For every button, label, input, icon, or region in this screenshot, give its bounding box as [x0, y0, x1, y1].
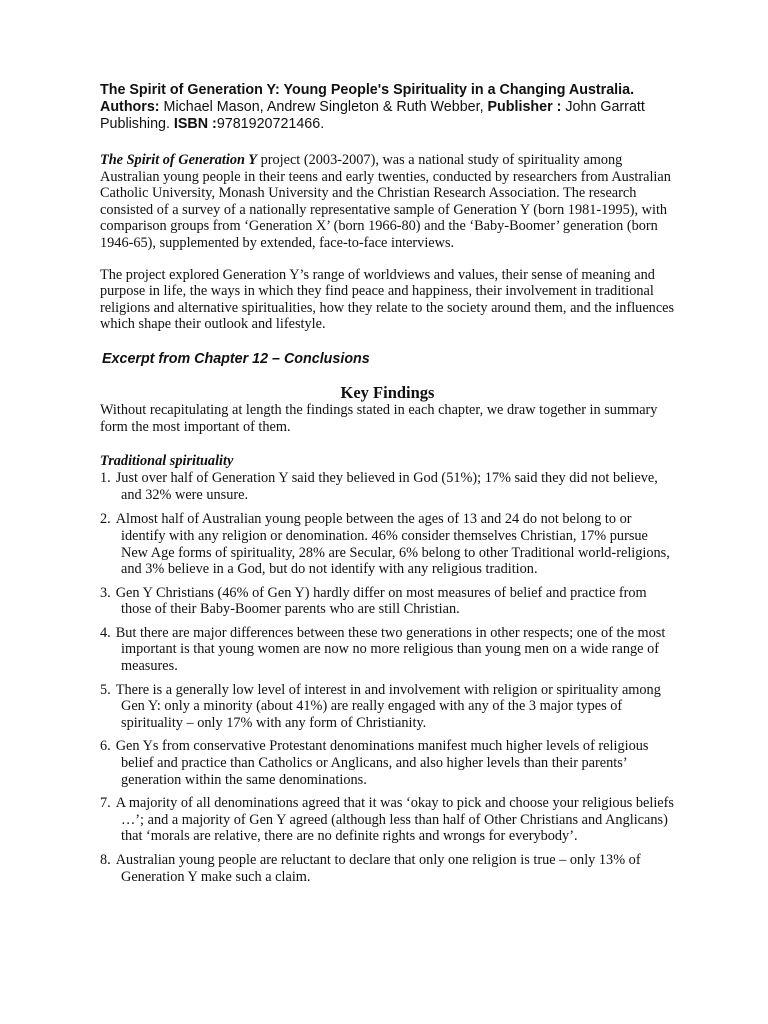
finding-text: A majority of all denominations agreed that it was ‘okay to pick and choose your religious beliefs …’; and a majority of Gen Y agreed (although less than half of Other Christians and Anglicans) that ‘morals are relative, there are no definite rights and wrongs for everybody’. [115, 795, 674, 845]
isbn-label: ISBN : [173, 116, 217, 132]
finding-item [100, 795, 675, 845]
project-title: The Spirit of Generation Y [100, 152, 258, 168]
finding-item [100, 738, 675, 788]
finding-text: Australian young people are reluctant to declare that only one religion is true – only 13% of Generation Y make such a claim. [115, 852, 641, 885]
key-findings-heading: Key Findings [340, 382, 435, 402]
book-header [100, 82, 675, 133]
finding-number: 2. [100, 511, 111, 528]
isbn: 9781920721466. [216, 116, 325, 132]
intro-paragraph-1-text: project (2003-2007), was a national study of spirituality among Australian young people in their teens and early twenties, conducted by researchers from Australian Catholic University, Monash University and the Christian Research Association. The research consisted of a survey of a nationally representative sample of Generation Y (born 1981-1995), with comparison groups from ‘Generation X’ (born 1966-80) and the ‘Baby-Boomer’ generation (born 1946-65), supplemented by extended, face-to-face interviews. [100, 152, 671, 251]
finding-text: Just over half of Generation Y said they believed in God (51%); 17% said they did not believe, and 32% were unsure. [115, 470, 658, 503]
finding-number: 4. [100, 624, 111, 641]
intro-paragraph-1 [100, 152, 675, 252]
finding-text: There is a generally low level of interest in and involvement with religion or spirituality among Gen Y: only a minority (about 41%) are really engaged with any of the 3 major types of spirituality – only 17% with any form of Christianity. [115, 681, 661, 731]
authors-label: Authors: [100, 99, 160, 115]
traditional-spirituality-heading: Traditional spirituality [100, 453, 234, 470]
finding-number: 6. [100, 738, 111, 755]
authors: Michael Mason, Andrew Singleton & Ruth Webber, [159, 99, 488, 115]
key-findings-intro: Without recapitulating at length the findings stated in each chapter, we draw together in summary form the most important of them. [100, 401, 658, 435]
finding-item [100, 682, 675, 732]
finding-text: Gen Ys from conservative Protestant denominations manifest much higher levels of religious belief and practice than Catholics or Anglicans, and also higher levels than their parents’ generation within the same denominations. [115, 738, 649, 788]
finding-item [100, 852, 675, 885]
finding-text: But there are major differences between these two generations in other respects; one of the most important is that young women are now no more religious than young men on a wide range of measures. [115, 624, 666, 675]
finding-text: Gen Y Christians (46% of Gen Y) hardly differ on most measures of belief and practice from those of their Baby-Boomer parents who are still Christian. [115, 584, 647, 618]
intro-paragraph-2: The project explored Generation Y’s range of worldviews and values, their sense of meaning and purpose in life, the ways in which they find peace and happiness, their involvement in traditional religions and alternative spiritualities, how they relate to the society around them, and the influences which shape their outlook and lifestyle. [100, 266, 675, 333]
book-title: The Spirit of Generation Y: Young People's Spirituality in a Changing Australia. [100, 82, 635, 98]
finding-item [100, 470, 675, 503]
publisher-label: Publisher : [487, 99, 562, 115]
finding-item [100, 625, 675, 675]
finding-number: 1. [100, 470, 111, 487]
finding-number: 5. [100, 681, 111, 698]
finding-item [100, 585, 675, 618]
publisher: John Garratt Publishing. [100, 99, 645, 132]
document-page [100, 82, 675, 892]
excerpt-heading: Excerpt from Chapter 12 – Conclusions [102, 350, 370, 367]
finding-text: Almost half of Australian young people between the ages of 13 and 24 do not belong to or identify with any religion or denomination. 46% consider themselves Christian, 17% pursue New Age forms of spirituality, 28% are Secular, 6% belong to other Traditional world-religions, and 3% believe in a God, but do not identify with any religious tradition. [115, 511, 670, 578]
finding-number: 8. [100, 852, 111, 868]
finding-number: 7. [100, 795, 111, 812]
findings-list [100, 470, 675, 885]
finding-item [100, 511, 675, 577]
finding-number: 3. [100, 584, 111, 601]
